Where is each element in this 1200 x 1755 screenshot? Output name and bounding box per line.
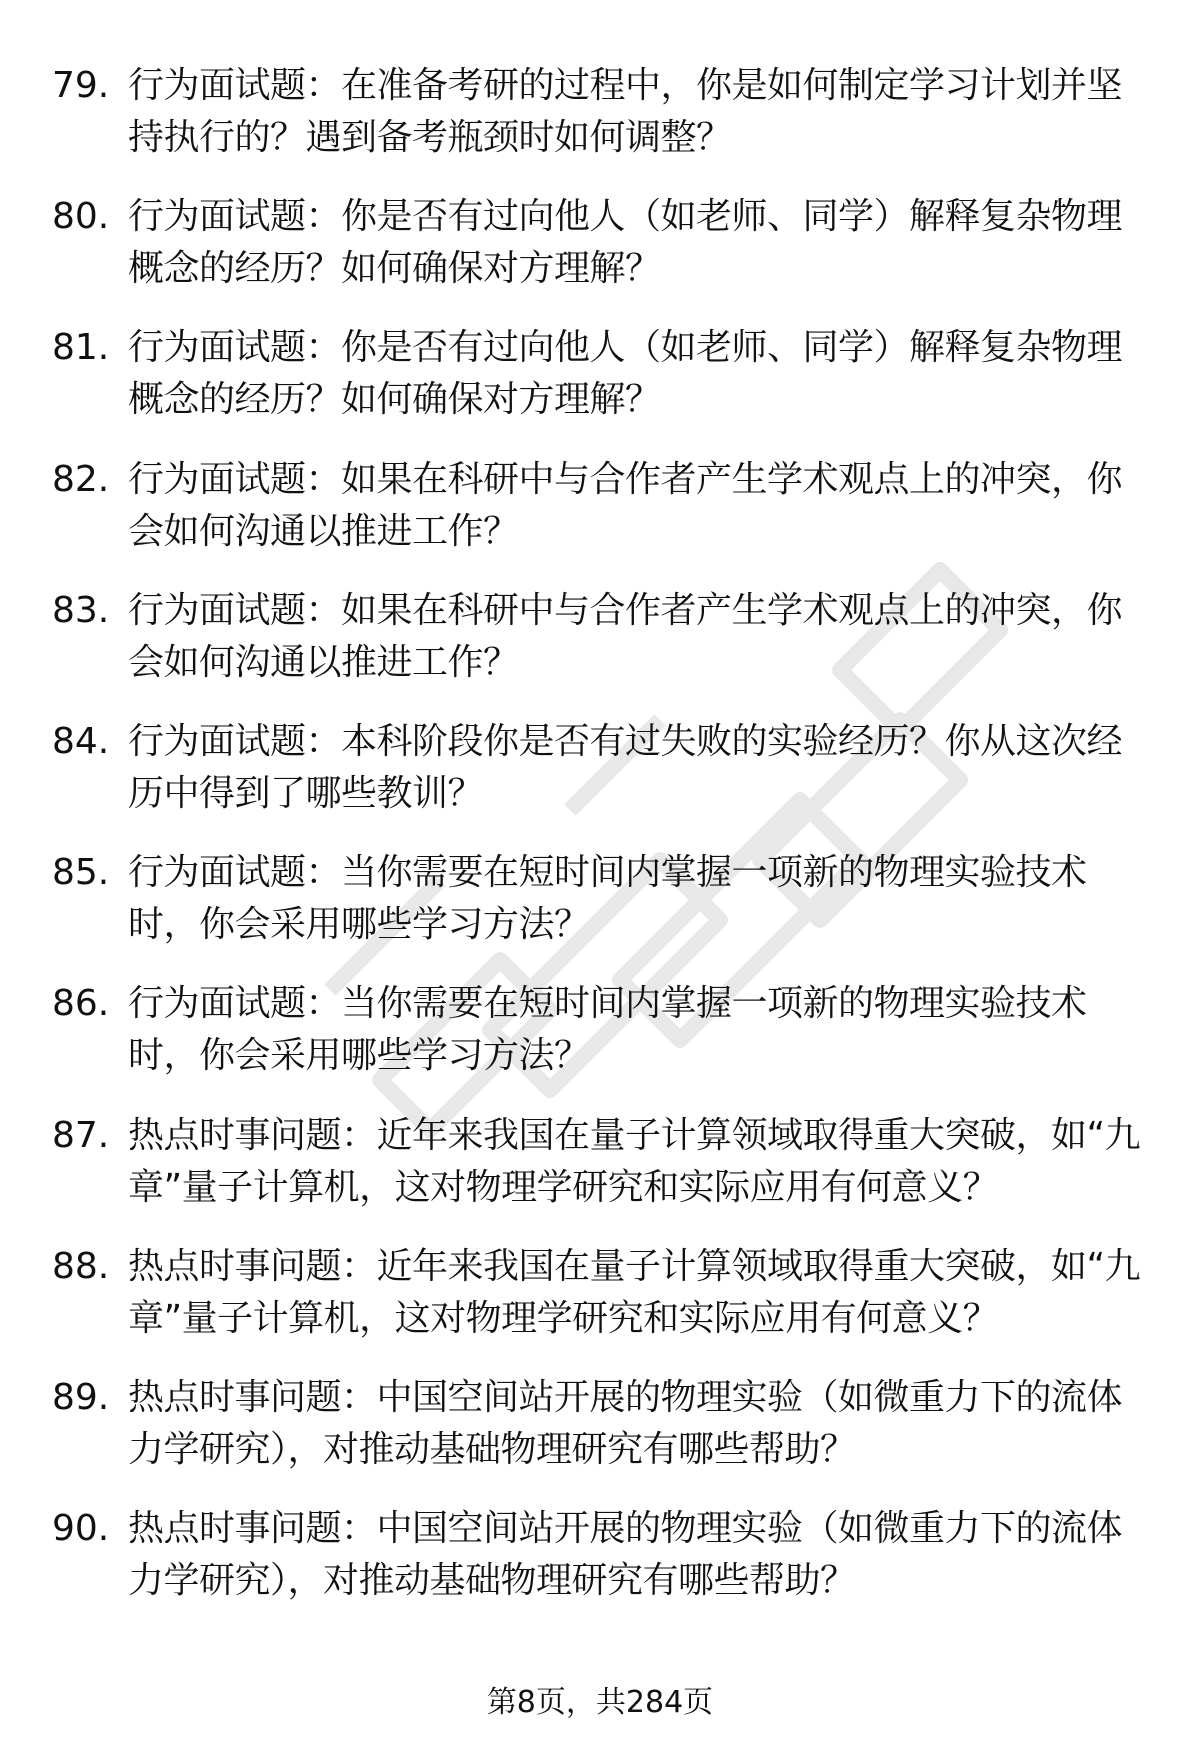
question-number: 87. bbox=[52, 1114, 110, 1156]
question-item bbox=[0, 847, 1200, 978]
question-list bbox=[0, 60, 1200, 1634]
question-number: 88. bbox=[52, 1245, 110, 1287]
question-number: 83. bbox=[52, 589, 110, 631]
question-text: 行为面试题：本科阶段你是否有过失败的实验经历？你从这次经历中得到了哪些教训？ bbox=[128, 720, 1123, 814]
question-item bbox=[0, 191, 1200, 322]
question-item bbox=[0, 1110, 1200, 1241]
question-text: 行为面试题：如果在科研中与合作者产生学术观点上的冲突，你会如何沟通以推进工作？ bbox=[128, 589, 1123, 683]
question-text: 行为面试题：当你需要在短时间内掌握一项新的物理实验技术时，你会采用哪些学习方法？ bbox=[128, 852, 1087, 946]
question-number: 82. bbox=[52, 458, 110, 500]
question-number: 80. bbox=[52, 196, 110, 238]
question-item bbox=[0, 1372, 1200, 1503]
question-text: 行为面试题：你是否有过向他人（如老师、同学）解释复杂物理概念的经历？如何确保对方理解？ bbox=[128, 196, 1123, 290]
question-item bbox=[0, 1503, 1200, 1634]
question-number: 79. bbox=[52, 65, 110, 106]
question-text: 热点时事问题：近年来我国在量子计算领域取得重大突破，如“九章”量子计算机，这对物理学研究和实际应用有何意义？ bbox=[128, 1245, 1141, 1339]
question-text: 行为面试题：当你需要在短时间内掌握一项新的物理实验技术时，你会采用哪些学习方法？ bbox=[128, 983, 1087, 1077]
question-number: 85. bbox=[52, 852, 110, 894]
question-item bbox=[0, 60, 1200, 191]
question-item bbox=[0, 1241, 1200, 1372]
question-text: 行为面试题：你是否有过向他人（如老师、同学）解释复杂物理概念的经历？如何确保对方理解？ bbox=[128, 327, 1123, 421]
question-item bbox=[0, 978, 1200, 1109]
question-number: 86. bbox=[52, 983, 110, 1025]
question-text: 行为面试题：在准备考研的过程中，你是如何制定学习计划并坚持执行的？遇到备考瓶颈时如何调整？ bbox=[128, 65, 1123, 158]
question-item bbox=[0, 322, 1200, 453]
question-text: 热点时事问题：近年来我国在量子计算领域取得重大突破，如“九章”量子计算机，这对物理学研究和实际应用有何意义？ bbox=[128, 1114, 1141, 1208]
question-text: 行为面试题：如果在科研中与合作者产生学术观点上的冲突，你会如何沟通以推进工作？ bbox=[128, 458, 1123, 552]
question-number: 89. bbox=[52, 1376, 110, 1418]
page-indicator: 第8页，共284页 bbox=[486, 1685, 714, 1720]
question-number: 90. bbox=[52, 1508, 110, 1550]
question-item bbox=[0, 454, 1200, 585]
question-item bbox=[0, 716, 1200, 847]
question-item bbox=[0, 585, 1200, 716]
question-text: 热点时事问题：中国空间站开展的物理实验（如微重力下的流体力学研究），对推动基础物理研究有哪些帮助？ bbox=[128, 1508, 1123, 1602]
question-text: 热点时事问题：中国空间站开展的物理实验（如微重力下的流体力学研究），对推动基础物理研究有哪些帮助？ bbox=[128, 1376, 1123, 1470]
question-number: 81. bbox=[52, 327, 110, 369]
question-number: 84. bbox=[52, 720, 110, 762]
